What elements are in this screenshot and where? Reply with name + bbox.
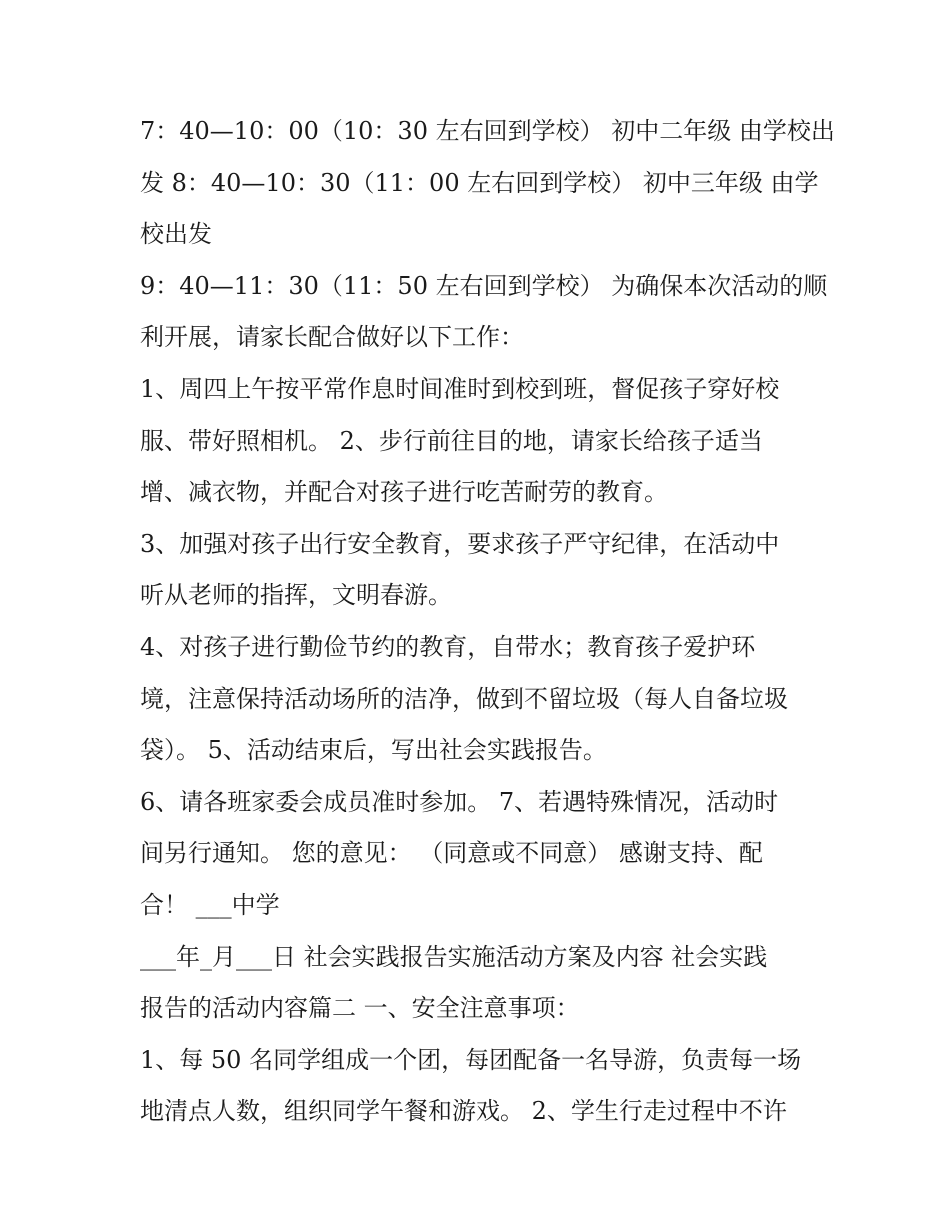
text-line: 发 8：40—10：30（11：00 左右回到学校） 初中三年级 由学 <box>140 168 819 197</box>
document-body <box>140 106 835 1138</box>
text-line: 境，注意保持活动场所的洁净，做到不留垃圾（每人自备垃圾 <box>140 684 788 713</box>
text-line: 袋）。 5、活动结束后，写出社会实践报告。 <box>140 736 607 765</box>
text-line: 3、加强对孩子出行安全教育，要求孩子严守纪律，在活动中 <box>140 529 780 558</box>
text-line: 间另行通知。 您的意见： （同意或不同意） 感谢支持、配 <box>140 839 763 868</box>
text-line: 地清点人数，组织同学午餐和游戏。 2、学生行走过程中不许 <box>140 1097 787 1126</box>
text-line: 报告的活动内容篇二 一、安全注意事项： <box>140 994 580 1023</box>
text-line: 9：40—11：30（11：50 左右回到学校） 为确保本次活动的顺 <box>140 271 828 300</box>
text-line: 7：40—10：00（10：30 左右回到学校） 初中二年级 由学校出 <box>140 117 835 145</box>
text-line: 4、对孩子进行勤俭节约的教育，自带水；教育孩子爱护环 <box>140 632 756 661</box>
text-line: ___年_月___日 社会实践报告实施活动方案及内容 社会实践 <box>140 942 768 971</box>
text-line: 1、每 50 名同学组成一个团，每团配备一名导游，负责每一场 <box>140 1045 802 1074</box>
text-line: 听从老师的指挥，文明春游。 <box>140 581 452 610</box>
text-line: 合！ ___中学 <box>140 890 280 919</box>
text-line: 利开展，请家长配合做好以下工作： <box>140 323 524 352</box>
text-line: 6、请各班家委会成员准时参加。 7、若遇特殊情况，活动时 <box>140 787 779 816</box>
text-line: 增、减衣物，并配合对孩子进行吃苦耐劳的教育。 <box>140 478 668 507</box>
text-line: 服、带好照相机。 2、步行前往目的地，请家长给孩子适当 <box>140 426 763 455</box>
text-line: 1、周四上午按平常作息时间准时到校到班，督促孩子穿好校 <box>140 374 780 403</box>
text-line: 校出发 <box>140 220 212 249</box>
